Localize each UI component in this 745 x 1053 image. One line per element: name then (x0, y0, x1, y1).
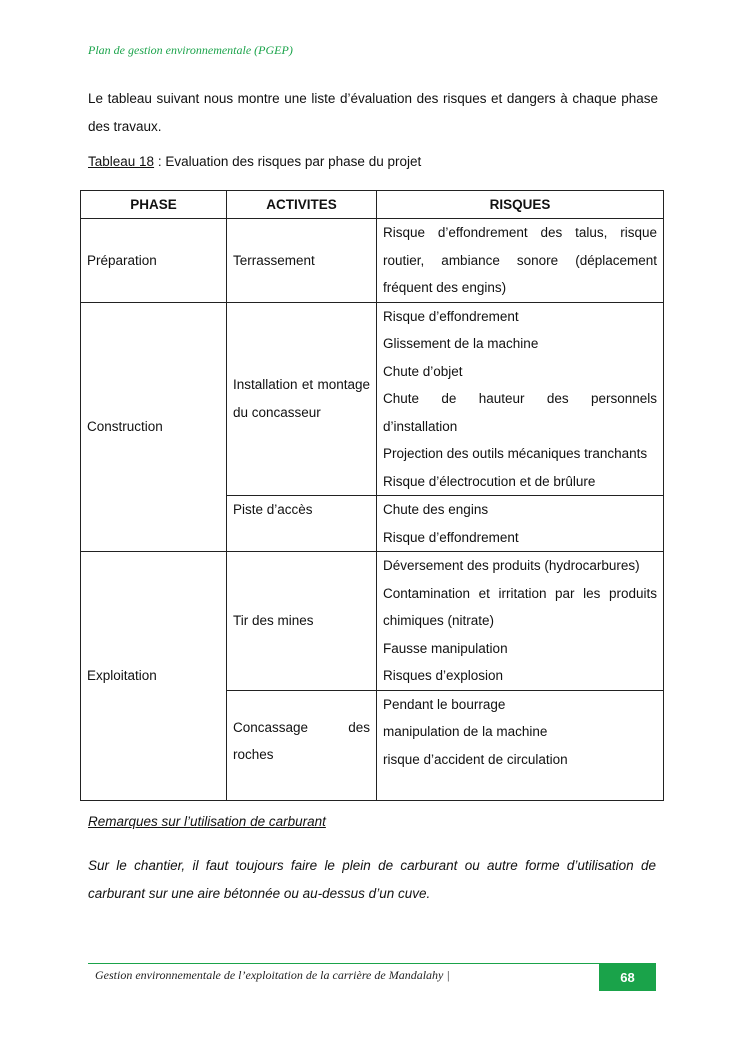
risk-item: Contamination et irritation par les produits chimiques (nitrate) (383, 585, 657, 628)
risk-item: Déversement des produits (hydrocarbures) (383, 558, 640, 573)
table-row (81, 302, 664, 496)
risk-item: Risque d’électrocution et de brûlure (383, 473, 596, 489)
risk-item: Projection des outils mécaniques tranchants (383, 446, 648, 461)
risk-item: manipulation de la machine (383, 724, 548, 739)
risk-item: Risque d’effondrement (383, 529, 519, 545)
phase-cell: Exploitation (81, 552, 227, 801)
risk-item: Glissement de la machine (383, 336, 539, 351)
activity-cell: Concassage des roches (227, 690, 377, 801)
page-number-badge: 68 (599, 964, 656, 991)
activity-cell: Installation et montage du concasseur (227, 302, 377, 496)
risk-cell (377, 302, 664, 496)
risk-table (80, 190, 664, 801)
running-header: Plan de gestion environnementale (PGEP) (88, 43, 293, 57)
footer-divider (88, 963, 656, 964)
risk-item: Risque d’effondrement des talus, risque routier, ambiance sonore (déplacement fréquent des engins) (383, 225, 657, 295)
header-risques: RISQUES (377, 191, 664, 219)
activity-cell: Tir des mines (227, 552, 377, 691)
header-phase: PHASE (81, 191, 227, 219)
intro-paragraph: Le tableau suivant nous montre une liste d’évaluation des risques et dangers à chaque phase des travaux. (88, 91, 658, 134)
header-activites: ACTIVITES (227, 191, 377, 219)
remarks-body: Sur le chantier, il faut toujours faire le plein de carburant ou autre forme d’utilisation de carburant sur une aire bétonnée ou au-dessus d’un cuve. (88, 858, 656, 901)
risk-item: Risques d’explosion (383, 668, 504, 683)
risk-cell (377, 690, 664, 801)
table-caption-text: : Evaluation des risques par phase du projet (154, 154, 422, 169)
phase-cell: Préparation (81, 219, 227, 303)
risk-item: risque d’accident de circulation (383, 751, 568, 767)
phase-cell: Construction (81, 302, 227, 552)
activity-cell: Piste d’accès (227, 496, 377, 552)
risk-item: Chute des engins (383, 502, 489, 517)
remarks-title: Remarques sur l’utilisation de carburant (88, 814, 326, 829)
risk-cell (377, 219, 664, 303)
risk-item: Risque d’effondrement (383, 308, 519, 324)
table-row (81, 219, 664, 303)
activity-cell: Terrassement (227, 219, 377, 303)
table-row (81, 552, 664, 691)
risk-cell (377, 552, 664, 691)
table-caption (88, 152, 421, 172)
risk-item: Chute de hauteur des personnels d’installation (383, 391, 657, 434)
table-header-row (81, 191, 664, 219)
risk-item: Pendant le bourrage (383, 696, 506, 712)
risk-cell (377, 496, 664, 552)
risk-item: Chute d’objet (383, 363, 463, 379)
table-caption-label: Tableau 18 (88, 154, 155, 169)
footer-text: Gestion environnementale de l’exploitation de la carrière de Mandalahy | (95, 968, 450, 982)
risk-item: Fausse manipulation (383, 640, 508, 656)
